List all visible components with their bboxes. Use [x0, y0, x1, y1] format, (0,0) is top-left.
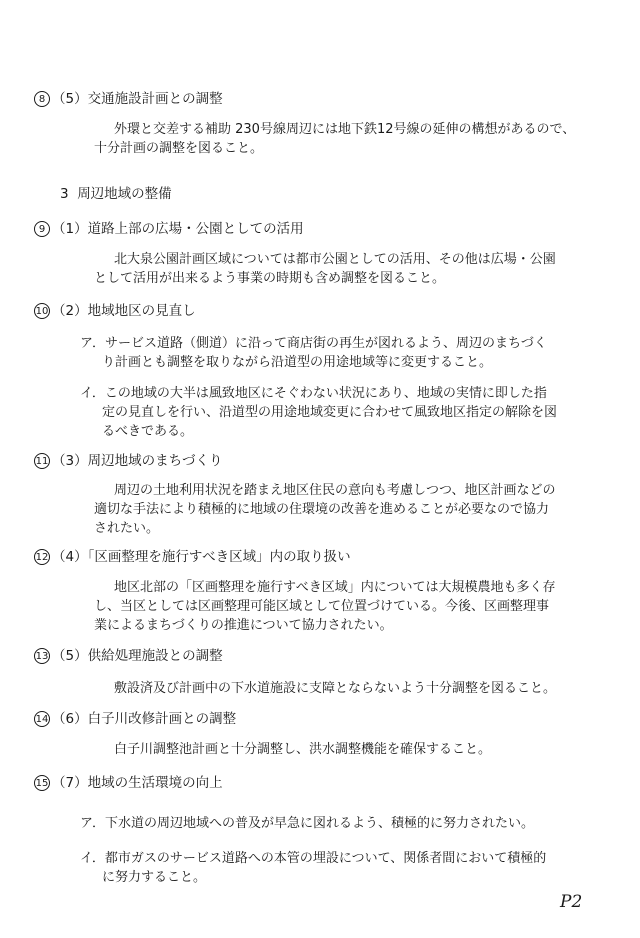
paragraph-line: されたい。	[94, 521, 160, 536]
paragraph-line: るべきである。	[102, 424, 194, 439]
section-number: （3）	[52, 453, 88, 469]
chapter-heading	[60, 185, 172, 204]
chapter-title: 周辺地域の整備	[77, 186, 172, 202]
paragraph-line: 地区北部の「区画整理を施行すべき区域」内については大規模農地も多く存	[114, 580, 556, 595]
circled-number: 8	[34, 91, 50, 107]
section-heading	[34, 548, 351, 567]
paragraph-line: に努力すること。	[102, 870, 207, 885]
circled-number: 11	[34, 453, 50, 469]
circled-number: 14	[34, 711, 50, 727]
paragraph	[94, 120, 575, 158]
section-number: （6）	[52, 711, 88, 727]
section-heading	[34, 452, 222, 471]
circled-number: 13	[34, 648, 50, 664]
list-item	[80, 334, 547, 372]
circled-number: 12	[34, 549, 50, 565]
paragraph	[94, 481, 555, 538]
section-title: 交通施設計画との調整	[87, 91, 223, 107]
paragraph-line: 適切な手法により積極的に地域の住環境の改善を進めることが必要なので協力	[94, 502, 550, 517]
paragraph	[114, 679, 556, 698]
section-heading	[34, 710, 236, 729]
paragraph	[94, 578, 555, 635]
paragraph-line: 十分計画の調整を図ること。	[94, 141, 264, 156]
paragraph-line: 敷設済及び計画中の下水道施設に支障とならないよう十分調整を図ること。	[114, 681, 557, 696]
section-title: 周辺地域のまちづくり	[87, 453, 223, 469]
paragraph-line: ア．サービス道路（側道）に沿って商店街の再生が図れるよう、周辺のまちづく	[80, 336, 547, 351]
paragraph-line: として活用が出来るよう事業の時期も含め調整を図ること。	[94, 271, 446, 286]
list-item	[80, 814, 534, 833]
section-number: （5）	[52, 648, 88, 664]
section-title: 供給処理施設との調整	[87, 648, 223, 664]
circled-number: 15	[34, 775, 50, 791]
paragraph-line: 周辺の土地利用状況を踏まえ地区住民の意向も考慮しつつ、地区計画などの	[114, 483, 556, 498]
section-title: 地域地区の見直し	[87, 303, 196, 319]
paragraph-line: 白子川調整池計画と十分調整し、洪水調整機能を確保すること。	[114, 742, 492, 757]
paragraph-line: り計画とも調整を取りながら沿道型の用途地域等に変更すること。	[102, 355, 493, 370]
section-title: 白子川改修計画との調整	[87, 711, 237, 727]
chapter-number: 3	[60, 186, 69, 202]
paragraph-line: イ．都市ガスのサービス道路への本管の埋設について、関係者間において積極的	[80, 851, 547, 866]
section-heading	[34, 220, 304, 239]
list-item	[80, 384, 557, 441]
section-number: （2）	[52, 303, 88, 319]
circled-number: 9	[34, 221, 50, 237]
page-number: P2	[560, 892, 583, 912]
paragraph-line: イ．この地域の大半は風致地区にそぐわない状況にあり、地域の実情に即した指	[80, 386, 547, 401]
section-heading	[34, 774, 223, 793]
list-item	[80, 849, 546, 887]
paragraph-line: 北大泉公園計画区域については都市公園としての活用、その他は広場・公園	[114, 252, 556, 267]
paragraph-line: 業によるまちづくりの推進について協力されたい。	[94, 618, 393, 633]
section-title: 道路上部の広場・公園としての活用	[87, 221, 304, 237]
section-title: 「区画整理を施行すべき区域」内の取り扱い	[87, 549, 351, 565]
paragraph	[114, 740, 491, 759]
paragraph-line: 定の見直しを行い、沿道型の用途地域変更に合わせて風致地区指定の解除を図	[102, 405, 558, 420]
circled-number: 10	[34, 303, 50, 319]
section-heading	[34, 90, 223, 109]
paragraph	[94, 250, 556, 288]
section-number: （7）	[52, 775, 88, 791]
paragraph-line: ア．下水道の周辺地域への普及が早急に図れるよう、積極的に努力されたい。	[80, 816, 534, 831]
section-number: （4）	[52, 549, 88, 565]
section-number: （1）	[52, 221, 88, 237]
section-number: （5）	[52, 91, 88, 107]
section-heading	[34, 647, 223, 666]
paragraph-line: 外環と交差する補助 230号線周辺には地下鉄12号線の延伸の構想があるので、	[114, 122, 576, 137]
section-title: 地域の生活環境の向上	[87, 775, 223, 791]
section-heading	[34, 302, 196, 321]
paragraph-line: し、当区としては区画整理可能区域として位置づけている。今後、区画整理事	[94, 599, 550, 614]
